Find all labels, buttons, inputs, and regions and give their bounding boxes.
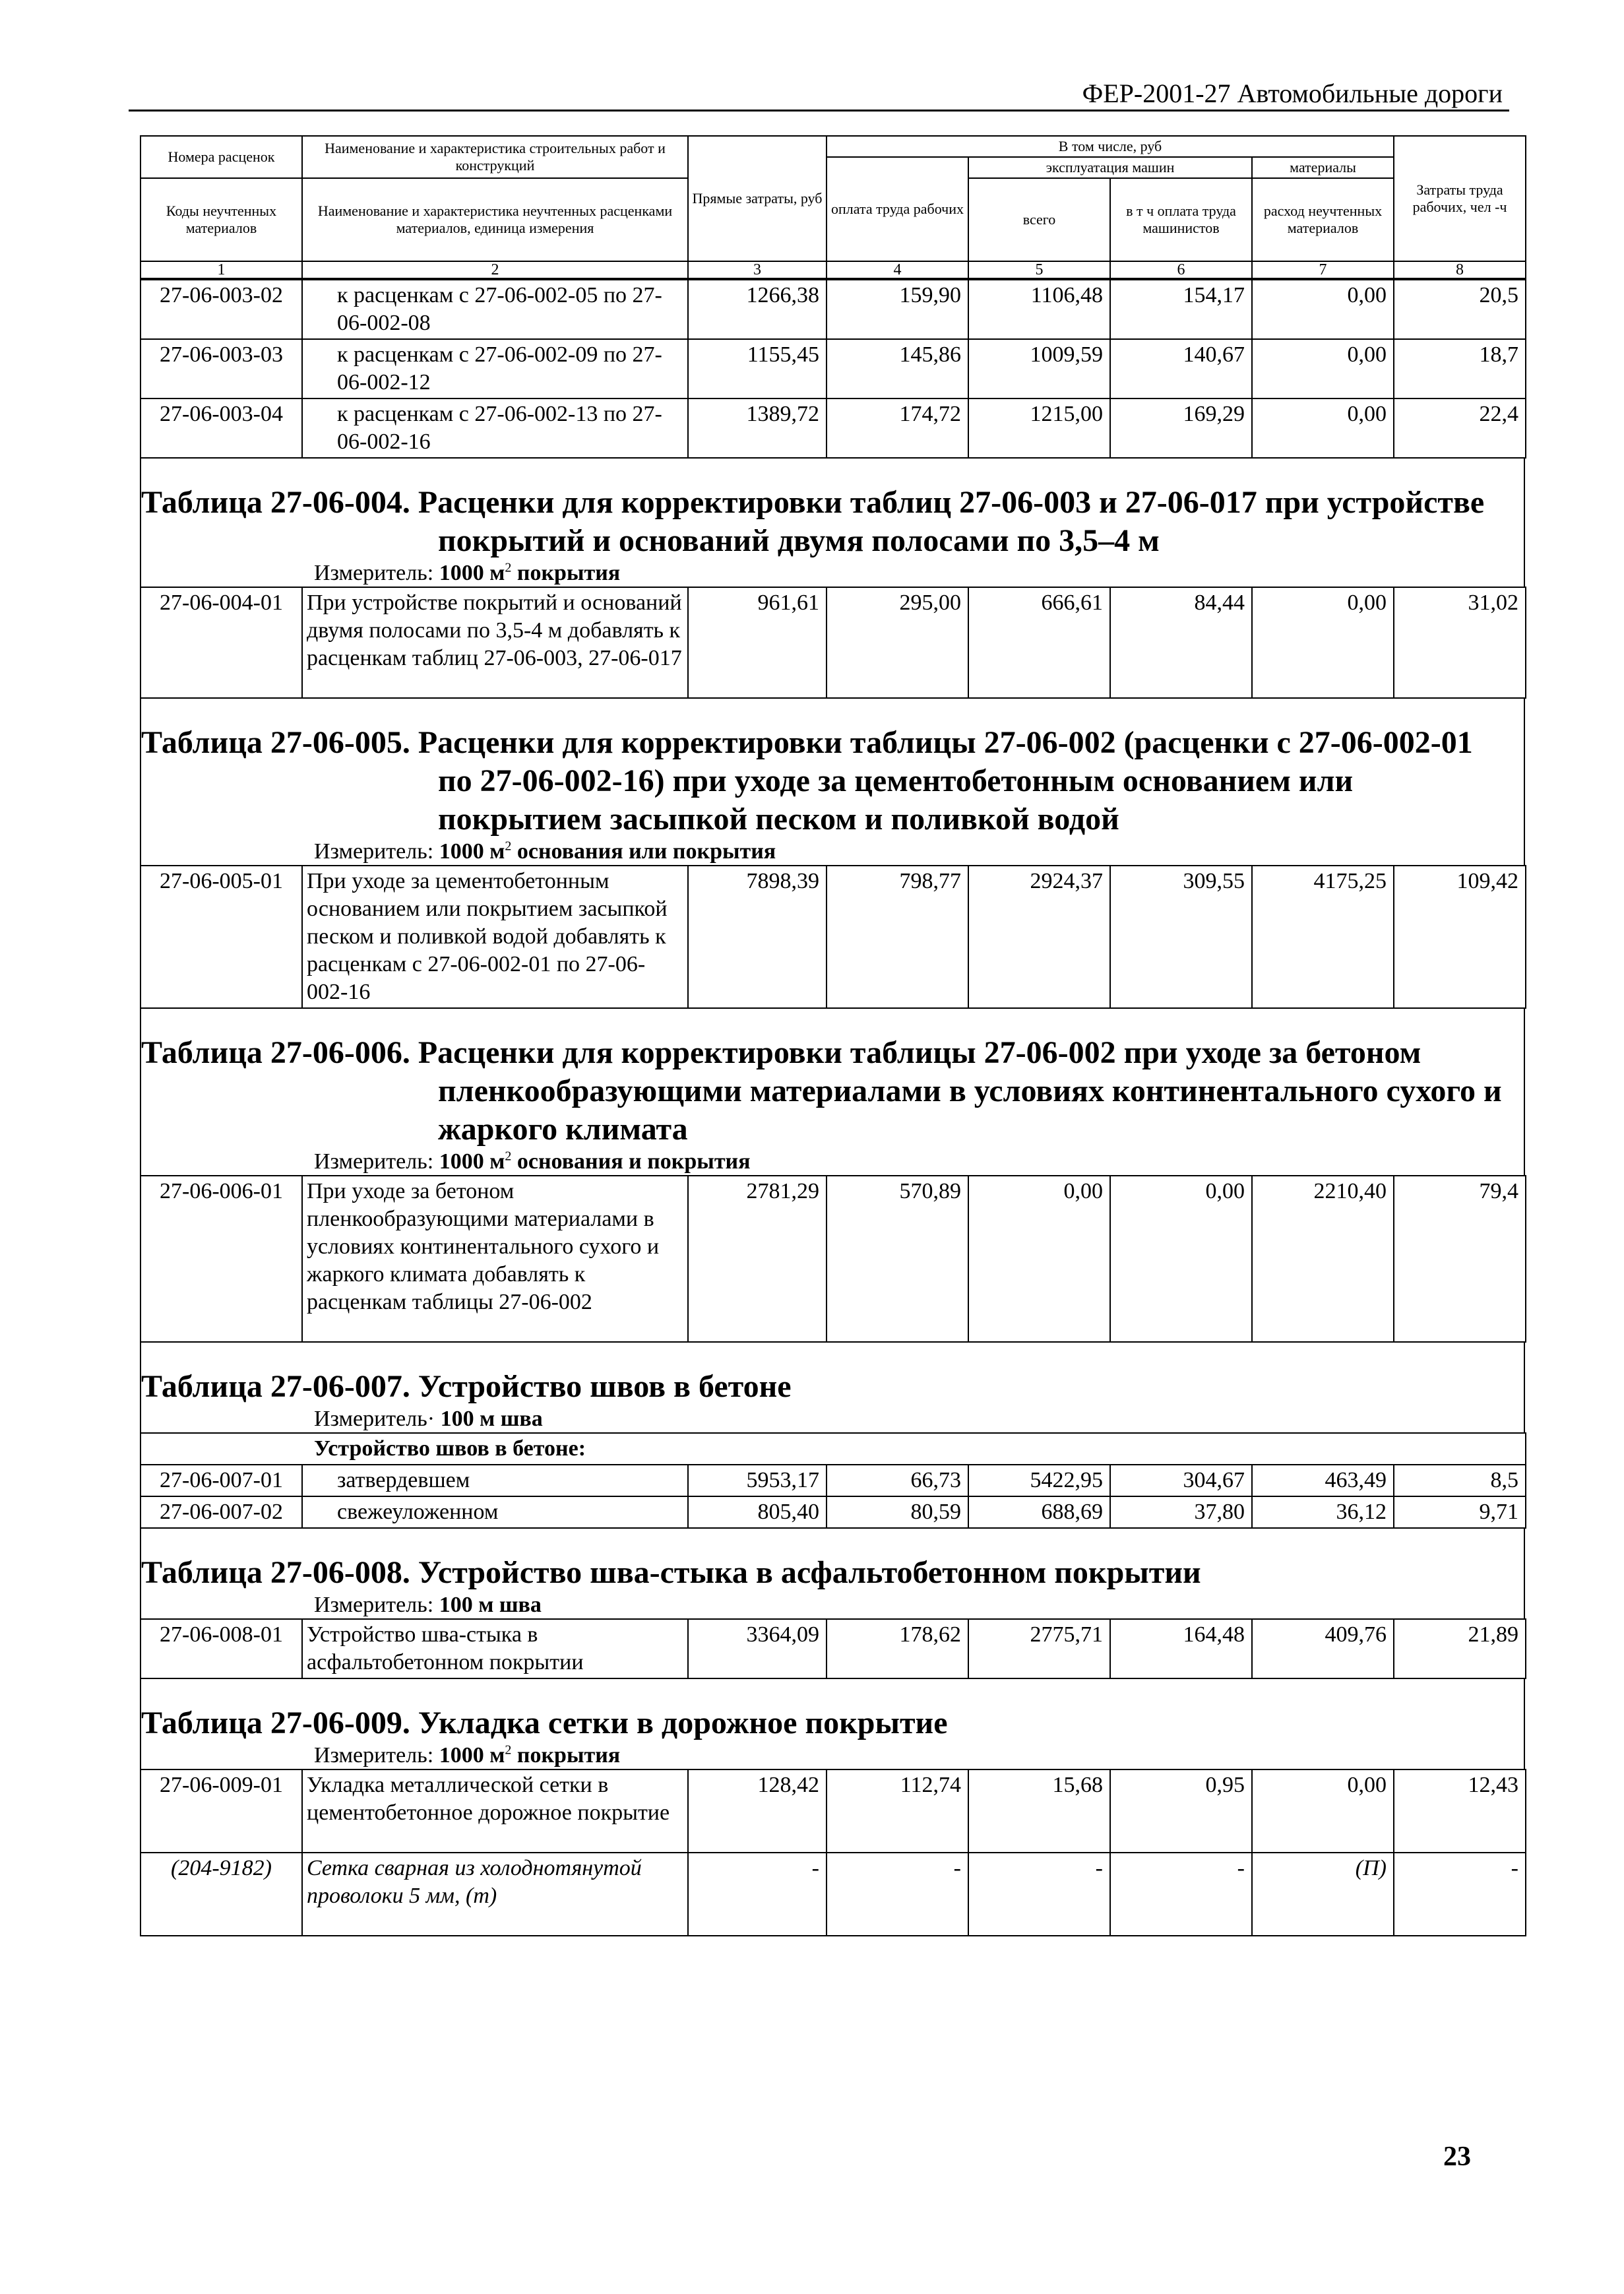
row-value: 1266,38 [688,280,827,339]
table-008-block [140,1529,1525,1618]
row-value: 961,61 [688,587,827,698]
col-num-8: 8 [1394,261,1526,278]
row-code: 27-06-006-01 [141,1176,302,1342]
row-value: 8,5 [1394,1465,1526,1496]
table-009-block [140,1679,1525,1769]
measure-value: 100 м шва [440,1407,543,1431]
row-value: 570,89 [827,1176,968,1342]
row-value: 1215,00 [968,398,1110,458]
table-008-measure [141,1592,1524,1618]
row-name: к расценкам с 27-06-002-09 по 27-06-002-12 [302,339,688,398]
row-value: 169,29 [1110,398,1252,458]
table-004 [140,587,1526,699]
measure-rest: основания или покрытия [516,839,776,864]
row-value: 145,86 [827,339,968,398]
header-col8: Затраты труда рабочих, чел -ч [1394,136,1526,261]
table-008-title: Таблица 27-06-008. Устройство шва-стыка в асфальтобетонном покрытии [141,1555,1201,1590]
row-value: 178,62 [827,1619,968,1678]
header-materials: материалы [1252,157,1394,178]
col-num-7: 7 [1252,261,1394,278]
table-row [141,587,1526,698]
header-col7: расход неучтенных материалов [1252,178,1394,261]
row-value: 409,76 [1252,1619,1394,1678]
table-row [141,1496,1526,1528]
measure-label: Измеритель: [314,561,434,585]
table-007-measure [141,1406,1524,1432]
row-code: 27-06-008-01 [141,1619,302,1678]
row-value: 2924,37 [968,866,1110,1008]
row-value: 21,89 [1394,1619,1526,1678]
row-value: 0,00 [1110,1176,1252,1342]
table-007-title: Таблица 27-06-007. Устройство швов в бетоне [141,1369,792,1404]
row-value: 0,00 [1252,587,1394,698]
table-005-block [140,699,1525,865]
row-value: 12,43 [1394,1769,1526,1853]
row-value: 0,95 [1110,1769,1252,1853]
row-name: При уходе за цементобетонным основанием или покрытием засыпкой песком и поливкой водой добавлять к расценкам с 27-06-002-01 по 27-06-002-16 [302,866,688,1008]
material-value: (П) [1252,1853,1394,1936]
table-006-block [140,1009,1525,1175]
table-007-block [140,1343,1525,1432]
header-col5: всего [968,178,1110,261]
table-row [141,339,1526,398]
row-name: Укладка металлической сетки в цементобетонное дорожное покрытие [302,1769,688,1853]
measure-rest: основания и покрытия [516,1149,751,1174]
row-value: 2210,40 [1252,1176,1394,1342]
header-col6: в т ч оплата труда машинистов [1110,178,1252,261]
material-value: - [1110,1853,1252,1936]
running-header [129,78,1509,112]
table-009-measure [141,1742,1524,1769]
row-value: 174,72 [827,398,968,458]
table-row [141,1176,1526,1342]
table-row [141,866,1526,1008]
row-value: 0,00 [1252,280,1394,339]
row-value: 109,42 [1394,866,1526,1008]
row-code: 27-06-003-04 [141,398,302,458]
col-num-1: 1 [141,261,302,278]
measure-sup: 2 [505,1149,512,1164]
row-value: 84,44 [1110,587,1252,698]
material-name: Сетка сварная из холоднотянутой проволоки 5 мм, (т) [302,1853,688,1936]
document-body [140,135,1525,1936]
col-num-6: 6 [1110,261,1252,278]
table-004-title: Таблица 27-06-004. Расценки для корректировки таблиц 27-06-003 и 27-06-017 при устройстве покрытий и оснований двумя полосами по 3,5–4 м [141,485,1485,558]
row-value: 5422,95 [968,1465,1110,1496]
column-header-table [140,135,1526,279]
material-value: - [968,1853,1110,1936]
row-code: 27-06-003-03 [141,339,302,398]
measure-rest: покрытия [516,561,621,585]
table-004-measure [141,560,1524,587]
row-value: 31,02 [1394,587,1526,698]
row-name: затвердевшем [302,1465,688,1496]
row-name: свежеуложенном [302,1496,688,1528]
row-value: 0,00 [968,1176,1110,1342]
header-col1-bottom: Коды неучтенных материалов [141,178,302,261]
measure-label: Измеритель: [314,1593,434,1617]
row-value: 154,17 [1110,280,1252,339]
row-value: 7898,39 [688,866,827,1008]
row-code: 27-06-003-02 [141,280,302,339]
row-value: 666,61 [968,587,1110,698]
row-value: 20,5 [1394,280,1526,339]
row-code: 27-06-007-02 [141,1496,302,1528]
row-value: 140,67 [1110,339,1252,398]
row-value: 15,68 [968,1769,1110,1853]
table-007 [140,1432,1526,1529]
row-value: 798,77 [827,866,968,1008]
row-name: При уходе за бетоном пленкообразующими материалами в условиях континентального сухого и жаркого климата добавлять к расценкам таблицы 27-06-002 [302,1176,688,1342]
measure-value: 1000 м [439,839,505,864]
material-value: - [827,1853,968,1936]
row-value: 0,00 [1252,339,1394,398]
row-value: 164,48 [1110,1619,1252,1678]
row-value: 1155,45 [688,339,827,398]
measure-label: Измеритель· [314,1407,435,1431]
row-code: 27-06-005-01 [141,866,302,1008]
table-row [141,280,1526,339]
table-006-title: Таблица 27-06-006. Расценки для корректировки таблицы 27-06-002 при уходе за бетоном пленкообразующими материалами в условиях континентального сухого и жаркого климата [141,1035,1502,1147]
table-row [141,1769,1526,1853]
measure-sup: 2 [505,560,512,575]
measure-label: Измеритель: [314,1149,434,1174]
row-value: 159,90 [827,280,968,339]
measure-rest: покрытия [516,1743,621,1768]
row-value: 1106,48 [968,280,1110,339]
row-value: 36,12 [1252,1496,1394,1528]
row-code: 27-06-004-01 [141,587,302,698]
row-value: 0,00 [1252,1769,1394,1853]
measure-value: 1000 м [439,1743,505,1768]
material-row [141,1853,1526,1936]
header-col4: оплата труда рабочих [827,157,968,261]
row-value: 9,71 [1394,1496,1526,1528]
table-005-title: Таблица 27-06-005. Расценки для корректировки таблицы 27-06-002 (расценки с 27-06-002-01 по 27-06-002-16) при уходе за цементобетонным основанием или покрытием засыпкой песком и поливкой водой [141,725,1473,837]
measure-sup: 2 [505,1742,512,1758]
header-group: В том числе, руб [827,136,1394,157]
material-code: (204-9182) [141,1853,302,1936]
col-num-2: 2 [302,261,688,278]
table-row [141,1465,1526,1496]
table-005 [140,865,1526,1009]
header-title: ФЕР-2001-27 Автомобильные дороги [1082,79,1503,108]
table-009-title: Таблица 27-06-009. Укладка сетки в дорожное покрытие [141,1705,948,1740]
row-value: 0,00 [1252,398,1394,458]
table-007-subheading: Устройство швов в бетоне: [141,1433,1526,1465]
material-value: - [1394,1853,1526,1936]
row-value: 18,7 [1394,339,1526,398]
row-name: к расценкам с 27-06-002-13 по 27-06-002-16 [302,398,688,458]
row-value: 688,69 [968,1496,1110,1528]
measure-sup: 2 [505,839,512,854]
col-num-3: 3 [688,261,827,278]
table-003-rows [140,279,1526,459]
material-value: - [688,1853,827,1936]
row-value: 309,55 [1110,866,1252,1008]
table-subheading-row [141,1433,1526,1465]
measure-label: Измеритель: [314,839,434,864]
measure-value: 1000 м [439,1149,505,1174]
table-004-block [140,459,1525,587]
row-value: 304,67 [1110,1465,1252,1496]
row-name: к расценкам с 27-06-002-05 по 27-06-002-08 [302,280,688,339]
measure-value: 100 м шва [439,1593,542,1617]
row-value: 295,00 [827,587,968,698]
header-col3: Прямые затраты, руб [688,136,827,261]
row-value: 4175,25 [1252,866,1394,1008]
row-value: 66,73 [827,1465,968,1496]
header-col2-bottom: Наименование и характеристика неучтенных расценками материалов, единица измерения [302,178,688,261]
measure-label: Измеритель: [314,1743,434,1768]
row-value: 79,4 [1394,1176,1526,1342]
row-value: 1389,72 [688,398,827,458]
row-value: 5953,17 [688,1465,827,1496]
row-value: 37,80 [1110,1496,1252,1528]
row-value: 112,74 [827,1769,968,1853]
table-009 [140,1769,1526,1936]
row-value: 128,42 [688,1769,827,1853]
page-number: 23 [1443,2142,1471,2172]
row-value: 2775,71 [968,1619,1110,1678]
row-code: 27-06-009-01 [141,1769,302,1853]
row-value: 1009,59 [968,339,1110,398]
row-value: 3364,09 [688,1619,827,1678]
row-code: 27-06-007-01 [141,1465,302,1496]
header-col1-top: Номера расценок [141,136,302,178]
table-005-measure [141,839,1524,865]
row-name: При устройстве покрытий и оснований двумя полосами по 3,5-4 м добавлять к расценкам таблиц 27-06-003, 27-06-017 [302,587,688,698]
row-value: 80,59 [827,1496,968,1528]
header-col2-top: Наименование и характеристика строительных работ и конструкций [302,136,688,178]
table-008 [140,1618,1526,1679]
table-006-measure [141,1149,1524,1175]
row-value: 2781,29 [688,1176,827,1342]
header-machines: эксплуатация машин [968,157,1252,178]
row-value: 463,49 [1252,1465,1394,1496]
table-006 [140,1175,1526,1343]
measure-value: 1000 м [439,561,505,585]
row-value: 805,40 [688,1496,827,1528]
row-name: Устройство шва-стыка в асфальтобетонном покрытии [302,1619,688,1678]
row-value: 22,4 [1394,398,1526,458]
col-num-4: 4 [827,261,968,278]
col-num-5: 5 [968,261,1110,278]
table-row [141,398,1526,458]
table-row [141,1619,1526,1678]
